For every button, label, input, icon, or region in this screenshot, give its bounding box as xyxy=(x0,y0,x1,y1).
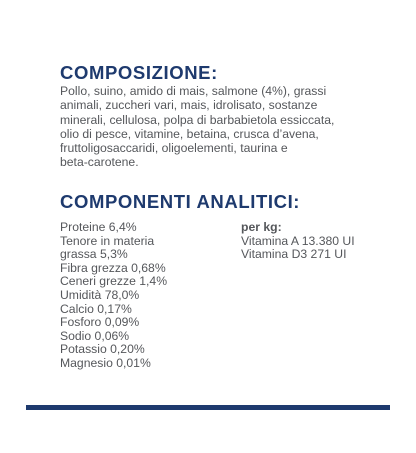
analytical-item-protein: Proteine 6,4% xyxy=(60,220,137,234)
analytical-item-phosphorus: Fosforo 0,09% xyxy=(60,315,140,330)
analytical-item-moisture: Umidità 78,0% xyxy=(60,287,140,302)
per-kg-list xyxy=(241,235,411,262)
per-kg-item-vitamin-d3: Vitamina D3 271 UI xyxy=(241,247,347,262)
bottom-divider-bar xyxy=(26,405,390,410)
analytical-item-fat: Tenore in materia grassa 5,3% xyxy=(60,233,155,262)
analytical-item-sodium: Sodio 0,06% xyxy=(60,328,130,343)
per-kg-item-vitamin-a: Vitamina A 13.380 UI xyxy=(241,233,355,248)
analytical-item-potassium: Potassio 0,20% xyxy=(60,342,145,357)
composition-text: Pollo, suino, amido di mais, salmone (4%), grassi animali, zuccheri vari, mais, idrolisato, sostanze minerali, cellulosa, polpa di barbabietola essiccata, olio di pesce, vitamine, betaina, crusca d’avena, fruttoligosaccaridi, oligoelementi, taurina e beta-carotene. xyxy=(60,84,335,170)
analytical-item-calcium: Calcio 0,17% xyxy=(60,301,132,316)
analytical-item-ash: Ceneri grezze 1,4% xyxy=(60,274,168,289)
composition-heading: COMPOSIZIONE: xyxy=(60,62,218,83)
analytical-components-list xyxy=(60,221,240,371)
per-kg-label: per kg: xyxy=(241,220,282,234)
analytical-components-heading: COMPONENTI ANALITICI: xyxy=(60,191,301,212)
analytical-item-magnesium: Magnesio 0,01% xyxy=(60,355,151,370)
analytical-item-fiber: Fibra grezza 0,68% xyxy=(60,260,166,275)
per-kg-section xyxy=(241,221,411,262)
